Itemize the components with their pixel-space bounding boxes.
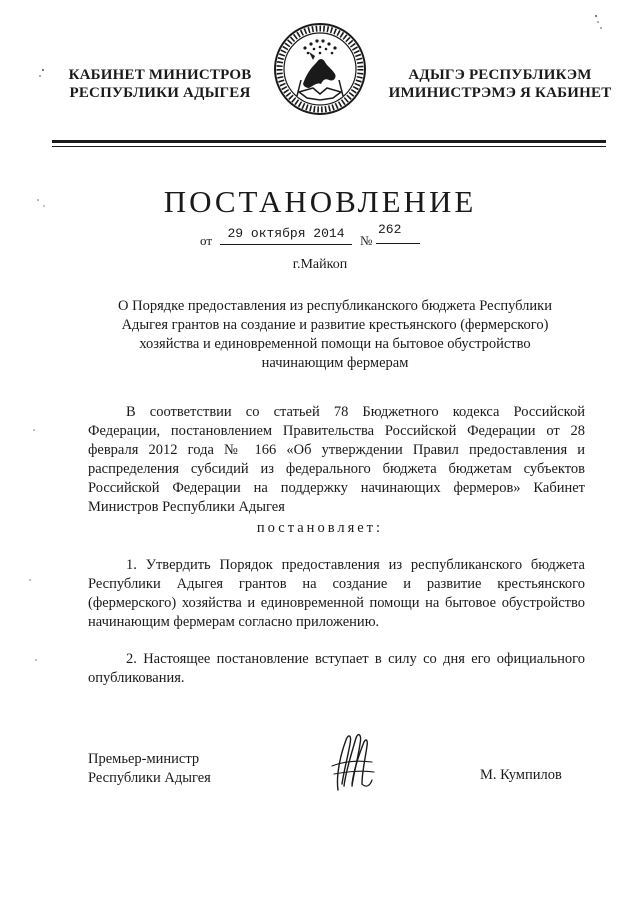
header-left: [60, 66, 260, 102]
date-prefix: от: [200, 233, 213, 248]
item-2-paragraph: 2. Настоящее постановление вступает в силу со дня его официального опубликования.: [88, 651, 585, 686]
coat-of-arms-icon: [273, 22, 367, 116]
document-subject: О Порядке предоставления из республиканского бюджета Республики Адыгея грантов на создание и развитие крестьянского (фермерского) хозяйства и единовременной помощи на бытовое обустройство начинающим фермерам: [118, 298, 552, 371]
header-right: [380, 66, 620, 102]
number-prefix: №: [360, 233, 373, 248]
signatory-name: М. Кумпилов: [480, 767, 562, 783]
header-right-line2: ИМИНИСТРЭМЭ Я КАБИНЕТ: [388, 85, 612, 101]
preamble-paragraph: В соответствии со статьей 78 Бюджетного кодекса Российской Федерации, постановлением Правительства Российской Федерации от 28 февраля 2012 года № 166 «Об утверждении Правил предоставления и распределения субсидий из федерального бюджета бюджетам субъектов Российской Федерации на поддержку начинающих фермеров» Кабинет Министров Республики Адыгея: [88, 404, 585, 515]
item-1-paragraph: 1. Утвердить Порядок предоставления из республиканского бюджета Республики Адыгея грантов на создание и развитие крестьянского (фермерского) хозяйства и единовременной помощи на бытовое обустройство начинающим фермерам согласно приложению.: [88, 557, 585, 630]
header-rule-thin: [52, 146, 606, 147]
header-left-line1: КАБИНЕТ МИНИСТРОВ: [68, 67, 252, 83]
signatory-position-line2: Республики Адыгея: [88, 770, 211, 786]
signatory-position: [88, 750, 211, 788]
ordains-line: постановляет:: [256, 520, 384, 536]
header-rule-thick: [52, 140, 606, 143]
document-city: г.Майкоп: [292, 257, 348, 272]
header-left-line2: РЕСПУБЛИКИ АДЫГЕЯ: [69, 85, 251, 101]
signatory-position-line1: Премьер-министр: [88, 751, 200, 767]
document-title: ПОСТАНОВЛЕНИЕ: [163, 184, 477, 219]
document-date: 29 октября 2014: [220, 226, 352, 245]
date-number-row: [200, 222, 460, 250]
handwritten-signature-icon: [322, 726, 384, 796]
document-number: 262: [376, 222, 420, 244]
header-right-line1: АДЫГЭ РЕСПУБЛИКЭМ: [408, 67, 592, 83]
